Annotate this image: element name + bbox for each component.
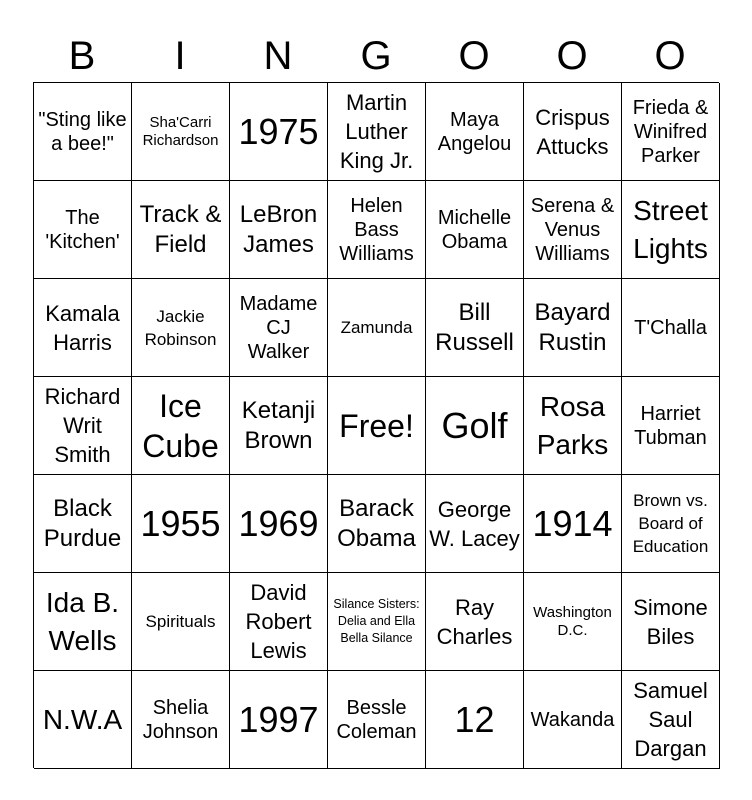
cell-text: Barack Obama <box>337 494 416 552</box>
bingo-cell[interactable] <box>524 279 622 377</box>
bingo-cell[interactable] <box>524 671 622 769</box>
bingo-grid <box>33 82 719 768</box>
bingo-cell[interactable] <box>622 377 720 475</box>
cell-text: Wakanda <box>530 708 615 731</box>
cell-text: Ida B. Wells <box>45 586 120 656</box>
cell-text: Street Lights <box>633 194 708 264</box>
cell-text: Maya Angelou <box>437 108 512 155</box>
cell-text: N.W.A <box>42 703 123 735</box>
bingo-cell[interactable] <box>132 475 230 573</box>
bingo-cell[interactable] <box>34 377 132 475</box>
cell-text: 1975 <box>238 110 319 152</box>
bingo-cell[interactable] <box>34 181 132 279</box>
cell-text: Michelle Obama <box>437 206 512 253</box>
bingo-cell[interactable] <box>230 475 328 573</box>
header-letter-2: I <box>174 34 186 78</box>
cell-text: Rosa Parks <box>536 390 609 460</box>
bingo-cell[interactable] <box>230 573 328 671</box>
bingo-cell[interactable] <box>426 83 524 181</box>
bingo-cell[interactable] <box>34 671 132 769</box>
bingo-cell[interactable] <box>622 475 720 573</box>
header-letter-4: G <box>360 34 392 78</box>
bingo-cell[interactable] <box>230 377 328 475</box>
bingo-cell[interactable] <box>426 279 524 377</box>
cell-text: Bill Russell <box>435 298 514 356</box>
cell-text: Spirituals <box>145 612 216 631</box>
cell-text: Kamala Harris <box>45 300 120 355</box>
cell-text: Bessle Coleman <box>336 696 417 743</box>
bingo-cell[interactable] <box>328 279 426 377</box>
header-letter-7: O <box>654 34 686 78</box>
bingo-cell[interactable] <box>524 83 622 181</box>
bingo-cell[interactable] <box>622 83 720 181</box>
cell-text: Madame CJ Walker <box>239 292 318 363</box>
bingo-cell[interactable] <box>34 475 132 573</box>
cell-text: Crispus Attucks <box>535 104 610 159</box>
cell-text: Free! <box>339 407 414 444</box>
bingo-cell[interactable] <box>230 671 328 769</box>
cell-text: Ray Charles <box>436 594 513 649</box>
bingo-cell[interactable] <box>328 181 426 279</box>
bingo-cell[interactable] <box>524 475 622 573</box>
bingo-cell[interactable] <box>426 377 524 475</box>
bingo-cell[interactable] <box>622 279 720 377</box>
cell-text: Helen Bass Williams <box>339 194 414 265</box>
cell-text: George W. Lacey <box>429 496 520 551</box>
cell-text: Serena & Venus Williams <box>530 194 615 265</box>
cell-text: Track & Field <box>139 200 222 258</box>
bingo-cell[interactable] <box>622 573 720 671</box>
bingo-cell[interactable] <box>132 181 230 279</box>
bingo-cell[interactable] <box>524 573 622 671</box>
cell-text: The 'Kitchen' <box>45 206 120 253</box>
cell-text: Ketanji Brown <box>241 396 316 454</box>
cell-text: 1955 <box>140 502 221 544</box>
bingo-cell[interactable] <box>132 377 230 475</box>
bingo-cell[interactable] <box>132 279 230 377</box>
header-letter-5: O <box>458 34 490 78</box>
cell-text: Zamunda <box>340 318 413 337</box>
cell-text: Simone Biles <box>633 594 708 649</box>
bingo-cell[interactable] <box>328 83 426 181</box>
cell-text: Samuel Saul Dargan <box>633 678 708 761</box>
cell-text: LeBron James <box>239 200 318 258</box>
cell-text: Washington D.C. <box>533 603 612 639</box>
bingo-cell[interactable] <box>34 83 132 181</box>
bingo-cell[interactable] <box>230 181 328 279</box>
header-letter-3: N <box>263 34 293 78</box>
bingo-header <box>33 30 719 82</box>
bingo-cell[interactable] <box>34 279 132 377</box>
cell-text: Harriet Tubman <box>634 402 707 449</box>
bingo-cell[interactable] <box>328 573 426 671</box>
header-letter-1: B <box>68 34 96 78</box>
cell-text: 12 <box>454 698 495 740</box>
bingo-cell[interactable] <box>328 671 426 769</box>
cell-text: Frieda & Winifred Parker <box>632 96 709 167</box>
cell-text: T'Challa <box>634 316 707 339</box>
bingo-cell[interactable] <box>230 83 328 181</box>
cell-text: 1914 <box>532 502 613 544</box>
cell-text: Brown vs. Board of Education <box>632 491 709 556</box>
bingo-cell[interactable] <box>426 181 524 279</box>
cell-text: David Robert Lewis <box>245 580 312 663</box>
cell-text: Black Purdue <box>43 494 122 552</box>
bingo-cell[interactable] <box>426 573 524 671</box>
bingo-cell[interactable] <box>426 671 524 769</box>
cell-text: Golf <box>441 404 508 446</box>
bingo-cell[interactable] <box>426 475 524 573</box>
bingo-cell[interactable] <box>524 181 622 279</box>
cell-text: Ice Cube <box>142 387 219 464</box>
cell-text: 1969 <box>238 502 319 544</box>
bingo-cell[interactable] <box>34 573 132 671</box>
bingo-cell[interactable] <box>622 181 720 279</box>
cell-text: Silance Sisters: Delia and Ella Bella Silance <box>333 597 420 645</box>
bingo-cell[interactable] <box>132 573 230 671</box>
header-letter-6: O <box>556 34 588 78</box>
bingo-cell[interactable] <box>230 279 328 377</box>
cell-text: Martin Luther King Jr. <box>339 90 414 173</box>
cell-text: Shelia Johnson <box>142 696 219 743</box>
cell-text: Sha'Carri Richardson <box>142 113 219 149</box>
cell-text: 1997 <box>238 698 319 740</box>
bingo-cell[interactable] <box>524 377 622 475</box>
bingo-cell[interactable] <box>328 475 426 573</box>
bingo-cell[interactable] <box>132 671 230 769</box>
cell-text: "Sting like a bee!" <box>38 108 127 155</box>
free-space[interactable] <box>328 377 426 475</box>
cell-text: Bayard Rustin <box>534 298 611 356</box>
bingo-cell[interactable] <box>622 671 720 769</box>
bingo-cell[interactable] <box>132 83 230 181</box>
cell-text: Jackie Robinson <box>144 306 217 349</box>
cell-text: Richard Writ Smith <box>44 384 121 467</box>
